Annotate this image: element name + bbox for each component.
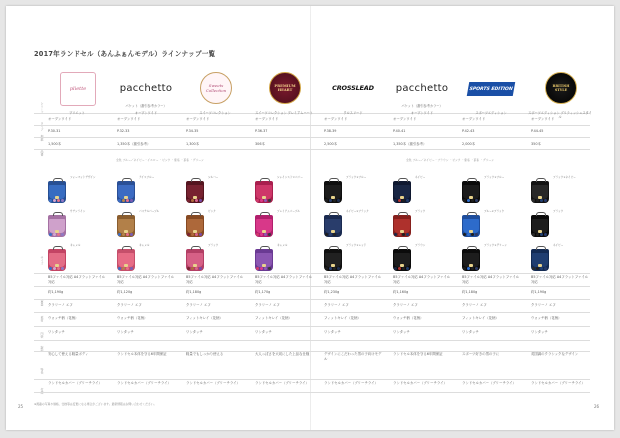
color-swatch (394, 233, 397, 236)
color-swatch (325, 199, 328, 202)
series-type: オープンワイド (462, 117, 486, 121)
bag-color-name: シャインストロベリー (277, 176, 303, 179)
color-swatches (187, 233, 205, 237)
color-swatch (57, 233, 60, 236)
bag-row (460, 210, 524, 246)
color-note-left: 全色 ブルー／ネイビー・イエロー ・ピンク ・紫系 ・茶系 ・グリーン (116, 158, 204, 162)
bag-color-name: キャメル (70, 244, 81, 247)
color-swatch (126, 233, 129, 236)
series-weight: 約1,180g (462, 290, 478, 294)
logo-text: PREMIUM HEART (274, 83, 296, 92)
series-lock: ワンタッチ (48, 330, 65, 334)
color-swatch (191, 267, 194, 270)
series-name: スポーツエディション ブリティッシュスタイル (528, 111, 592, 119)
series-logo (113, 70, 179, 106)
color-swatch (130, 199, 133, 202)
series-size: B5ファイル対応 A4フラットファイル対応 (393, 275, 451, 284)
color-swatch (540, 233, 543, 236)
color-swatch (329, 199, 332, 202)
color-swatch (118, 199, 121, 202)
series-size: B5ファイル対応 A4フラットファイル対応 (462, 275, 520, 284)
series-lock: ワンタッチ (117, 330, 134, 334)
series-weight: 約1,230g (324, 290, 340, 294)
row-label-lock: 錠前 (40, 346, 44, 352)
color-swatch (126, 199, 129, 202)
series-feature: スポーツ好きの男の子に (462, 352, 500, 356)
color-swatch (333, 267, 336, 270)
series-weight: 約1,120g (117, 290, 133, 294)
color-swatch (195, 267, 198, 270)
color-swatch (268, 267, 271, 270)
color-swatch (49, 267, 52, 270)
series-lock: ワンタッチ (255, 330, 272, 334)
series-quantity: 1,350本（割引参考） (393, 142, 427, 146)
color-swatch (402, 267, 405, 270)
color-swatch (532, 267, 535, 270)
bag-color-name: ブラック×ブルー (484, 176, 505, 179)
color-swatch (471, 199, 474, 202)
series-feature: 軽量でもしっかり使える (186, 352, 224, 356)
color-swatch (130, 233, 133, 236)
series-size: B5ファイル対応 A4フラットファイル対応 (186, 275, 244, 284)
color-swatches (256, 199, 274, 203)
series-weight: 約1,170g (255, 290, 271, 294)
color-swatch (260, 199, 263, 202)
series-sublogo: パケット（割引参考カラー） (125, 104, 167, 108)
color-swatch (337, 267, 340, 270)
bag-row (253, 176, 317, 212)
bag-row (115, 210, 179, 246)
series-material: クラリーノ エフ (462, 303, 487, 307)
color-swatch (333, 199, 336, 202)
series-column (389, 68, 455, 408)
logo-text: BRITISH STYLE (552, 83, 570, 92)
color-swatch (53, 233, 56, 236)
series-lining: ウォッチ柄（花柄） (117, 316, 148, 320)
color-swatches (256, 267, 274, 271)
color-swatch (130, 267, 133, 270)
row-label-material: 素材 (40, 316, 44, 322)
row-label-size: サイズ (40, 256, 44, 265)
bag-color-name: アイスブルー (139, 176, 155, 179)
color-swatch (126, 267, 129, 270)
series-lining: ウォッチ柄（花柄） (531, 316, 562, 320)
bag-color-name: キャメル (277, 244, 288, 247)
row-label-weight: 重量 (40, 300, 44, 306)
series-column (251, 68, 317, 408)
series-lock: ワンタッチ (324, 330, 341, 334)
series-type: オープンワイド (393, 117, 417, 121)
series-size: B5ファイル対応 A4フラットファイル対応 (324, 275, 382, 284)
color-swatch (187, 199, 190, 202)
series-column (113, 68, 179, 408)
series-page: P.44-45 (531, 129, 544, 133)
bag-color-name: ブラック (415, 210, 426, 213)
color-swatch (475, 199, 478, 202)
series-lining: フィットキレイ（花柄） (255, 316, 292, 320)
series-weight: 約1,160g (393, 290, 409, 294)
series-column (458, 68, 524, 408)
bag-color-name: ブラック×グリーン (484, 244, 507, 247)
color-swatch (463, 233, 466, 236)
series-lock: ワンタッチ (186, 330, 203, 334)
series-cover: ランドセルカバー（ブリーチライ） (462, 381, 516, 385)
logo-text: pliette (69, 86, 87, 92)
logo-text: Sweets Collection (205, 83, 227, 93)
series-material: クラリーノ エフ (393, 303, 418, 307)
series-page: P.36-37 (255, 129, 268, 133)
color-swatch (118, 267, 121, 270)
series-column (320, 68, 386, 408)
series-feature: 大人っぽさを大切にした上品な仕様 (255, 352, 310, 356)
color-swatch (268, 233, 271, 236)
series-material: クラリーノ エフ (48, 303, 73, 307)
color-swatch (199, 267, 202, 270)
color-swatch (260, 267, 263, 270)
series-type: オープンワイド (531, 117, 555, 121)
color-swatches (256, 233, 274, 237)
bag-color-name: シルバー (208, 176, 219, 179)
color-swatch (49, 199, 52, 202)
logo-text: pacchetto (119, 82, 173, 94)
series-cover: ランドセルカバー（ブリーチライ） (531, 381, 585, 385)
logo-text: pacchetto (395, 82, 449, 94)
color-swatch (122, 267, 125, 270)
color-swatch (402, 233, 405, 236)
color-swatch (264, 199, 267, 202)
color-swatch (195, 233, 198, 236)
bag-color-name: ネイビー (553, 244, 564, 247)
series-quantity: 1,300本 (186, 142, 200, 146)
bag-color-name: ネイビー (415, 176, 426, 179)
series-size: B5ファイル対応 A4フラットファイル対応 (117, 275, 175, 284)
row-label-series: シリーズ (40, 102, 44, 114)
series-name: スイーツコレクション (199, 111, 231, 115)
bag-color-name: ブラウン (415, 244, 426, 247)
series-lining: ウォッチ柄（花柄） (393, 316, 424, 320)
series-material: クラリーノ エフ (117, 303, 142, 307)
series-lock: ワンタッチ (393, 330, 410, 334)
row-label-items: 品番 (40, 150, 44, 156)
bag-color-name: サテンライン (70, 210, 86, 213)
bag-row (529, 210, 593, 246)
series-feature: 英国調のクラシックなデザイン (531, 352, 579, 356)
series-lining: フィットキレイ（花柄） (324, 316, 361, 320)
color-swatch (536, 233, 539, 236)
bag-row (184, 210, 248, 246)
series-cover: ランドセルカバー（ブリーチライ） (324, 381, 378, 385)
bag-color-name: キャメル (139, 244, 150, 247)
color-swatch (536, 199, 539, 202)
color-swatch (122, 233, 125, 236)
color-swatches (532, 199, 550, 203)
logo-text: SPORTS EDITION (468, 86, 514, 92)
series-weight: 約1,180g (186, 290, 202, 294)
color-swatch (536, 267, 539, 270)
color-swatch (467, 199, 470, 202)
series-page: P.34-35 (186, 129, 199, 133)
color-swatch (49, 233, 52, 236)
row-label-notes: 特長 (40, 368, 44, 374)
color-swatch (475, 267, 478, 270)
series-column (527, 68, 593, 408)
color-swatches (463, 267, 481, 271)
series-quantity: 1,500本 (48, 142, 62, 146)
color-swatch (463, 199, 466, 202)
color-swatch (199, 233, 202, 236)
color-swatch (544, 199, 547, 202)
bag-row (529, 176, 593, 212)
series-quantity: 306本 (255, 142, 265, 146)
series-logo (467, 82, 515, 96)
bag-color-name: ブラック×ネイビー (553, 176, 576, 179)
color-swatches (325, 267, 343, 271)
color-swatch (187, 267, 190, 270)
color-swatch (57, 199, 60, 202)
bag-color-name: フォーマットデザイン (70, 176, 96, 179)
series-quantity: 2,000本 (462, 142, 476, 146)
color-swatches (463, 199, 481, 203)
color-swatch (256, 199, 259, 202)
series-logo (320, 70, 386, 106)
color-swatch (61, 267, 64, 270)
color-swatch (268, 199, 271, 202)
series-material: クラリーノ エフ (531, 303, 556, 307)
bag-color-name: ブラック (208, 244, 219, 247)
color-swatch (61, 233, 64, 236)
series-material: クラリーノ エフ (255, 303, 280, 307)
series-type: オープンワイド (48, 117, 72, 121)
series-size: B5ファイル対応 A4フラットファイル対応 (48, 275, 106, 284)
color-swatch (406, 233, 409, 236)
bag-color-name: ブラック×ブルー (346, 176, 367, 179)
series-feature: 安心して使える軽量ボディ (48, 352, 89, 356)
color-swatch (333, 233, 336, 236)
color-swatch (471, 267, 474, 270)
row-label-lining: 内装 (40, 332, 44, 338)
bag-color-name: ブルー×ブラック (484, 210, 505, 213)
color-swatches (325, 199, 343, 203)
color-swatches (532, 233, 550, 237)
series-cover: ランドセルカバー（ブリーチライ） (186, 381, 240, 385)
page-number-left: 25 (18, 404, 24, 409)
color-swatch (325, 267, 328, 270)
color-swatches (187, 267, 205, 271)
bag-row (46, 176, 110, 212)
series-material: クラリーノ エフ (186, 303, 211, 307)
color-swatch (187, 233, 190, 236)
series-feature: ランドセル本体を守る6年間保証 (117, 352, 167, 356)
series-quantity: 350本 (531, 142, 541, 146)
series-material: クラリーノ エフ (324, 303, 349, 307)
series-type: オープンワイド (324, 117, 348, 121)
color-swatch (467, 267, 470, 270)
color-swatches (532, 267, 550, 271)
color-swatch (398, 267, 401, 270)
color-swatches (49, 233, 67, 237)
color-swatch (260, 233, 263, 236)
series-page: P.42-43 (462, 129, 475, 133)
series-logo (269, 72, 301, 104)
color-swatch (337, 233, 340, 236)
color-note-right: 全色 ブルー／ネイビー・ブラウン ・ピンク ・紫系 ・茶系 ・グリーン (406, 158, 494, 162)
series-lining: フィットキレイ（花柄） (462, 316, 499, 320)
color-swatch (256, 233, 259, 236)
color-swatches (394, 199, 412, 203)
series-lining: フィットキレイ（花柄） (186, 316, 223, 320)
bag-color-name: ブラック (553, 210, 564, 213)
color-swatches (118, 199, 136, 203)
color-swatch (540, 199, 543, 202)
color-swatch (256, 267, 259, 270)
color-swatch (467, 233, 470, 236)
color-swatch (264, 267, 267, 270)
color-swatch (118, 233, 121, 236)
color-swatch (406, 267, 409, 270)
series-feature: デザインにこだわった男の子向けモデル (324, 352, 382, 361)
series-sublogo: パケット（割引参考カラー） (401, 104, 443, 108)
color-swatch (264, 233, 267, 236)
color-swatches (394, 233, 412, 237)
bag-row (253, 210, 317, 246)
series-size: B5ファイル対応 A4フラットファイル対応 (531, 275, 589, 284)
row-label-cover: 付属 (40, 388, 44, 394)
bag-row (460, 176, 524, 212)
color-swatch (337, 199, 340, 202)
color-swatch (61, 199, 64, 202)
color-swatch (398, 233, 401, 236)
color-swatch (325, 233, 328, 236)
bag-row (322, 176, 386, 212)
bag-row (46, 210, 110, 246)
color-swatches (394, 267, 412, 271)
bag-color-name: パステルパープル (139, 210, 160, 213)
series-page: P.32-33 (117, 129, 130, 133)
series-logo (60, 72, 96, 106)
color-swatches (49, 267, 67, 271)
color-swatch (394, 199, 397, 202)
color-swatch (394, 267, 397, 270)
series-size: B5ファイル対応 A4フラットファイル対応 (255, 275, 313, 284)
color-swatch (191, 233, 194, 236)
color-swatch (199, 199, 202, 202)
color-swatch (329, 267, 332, 270)
color-swatch (191, 199, 194, 202)
series-name: スポーツエディション (475, 111, 507, 115)
color-swatch (122, 199, 125, 202)
series-type: オープンワイド (255, 117, 279, 121)
catalog-spread (6, 6, 614, 430)
color-swatch (53, 267, 56, 270)
color-swatch (398, 199, 401, 202)
series-name: クロスリード (343, 111, 363, 115)
page-number-right: 26 (594, 404, 600, 409)
series-logo (200, 72, 232, 104)
page-title: 2017年ランドセル（あんふぁんモデル）ラインナップ一覧 (34, 50, 216, 58)
color-swatch (329, 233, 332, 236)
bag-color-name: ピンク (208, 210, 216, 213)
series-cover: ランドセルカバー（ブリーチライ） (255, 381, 309, 385)
series-cover: ランドセルカバー（ブリーチライ） (48, 381, 102, 385)
bag-row (391, 210, 455, 246)
series-quantity: 1,350本（割引参考） (117, 142, 151, 146)
series-name: スイーツコレクション プレミアムハート (255, 111, 313, 115)
bag-row (184, 176, 248, 212)
footer-note: ※掲載の写真や価格、仕様等は変更になる場合がございます。最新情報はお問い合わせください。 (34, 402, 157, 406)
series-column (44, 68, 110, 408)
series-column (182, 68, 248, 408)
bag-row (391, 176, 455, 212)
color-swatch (471, 233, 474, 236)
series-lining: ウォッチ柄（花柄） (48, 316, 79, 320)
bag-row (115, 176, 179, 212)
color-swatch (402, 199, 405, 202)
bag-color-name: ブラック×レッド (346, 244, 367, 247)
color-swatches (118, 233, 136, 237)
logo-text: CROSSLEAD (332, 84, 374, 92)
row-label-type: タイプ (40, 122, 44, 131)
series-weight: 約1,190g (531, 290, 547, 294)
series-weight: 約1,190g (48, 290, 64, 294)
color-swatches (49, 199, 67, 203)
row-labels (34, 76, 44, 411)
series-page: P.38-39 (324, 129, 337, 133)
bag-color-name: ネイビー×ブラック (346, 210, 369, 213)
color-swatches (118, 267, 136, 271)
series-name: プリエット (69, 111, 85, 115)
color-swatch (475, 233, 478, 236)
series-name: オープンワイド (411, 111, 433, 115)
bag-row (322, 210, 386, 246)
color-swatch (532, 199, 535, 202)
series-feature: ランドセル本体を守る6年間保証 (393, 352, 443, 356)
series-lock: ワンタッチ (462, 330, 479, 334)
series-cover: ランドセルカバー（ブリーチライ） (117, 381, 171, 385)
series-page: P.30-31 (48, 129, 61, 133)
color-swatch (53, 199, 56, 202)
series-logo (389, 70, 455, 106)
series-logo (545, 72, 577, 104)
color-swatch (195, 199, 198, 202)
color-swatch (406, 199, 409, 202)
color-swatch (540, 267, 543, 270)
color-swatch (57, 267, 60, 270)
color-swatches (187, 199, 205, 203)
color-swatch (544, 233, 547, 236)
series-name: オープンワイド (135, 111, 157, 115)
series-cover: ランドセルカバー（ブリーチライ） (393, 381, 447, 385)
series-page: P.40-41 (393, 129, 406, 133)
color-swatch (463, 267, 466, 270)
color-swatch (544, 267, 547, 270)
row-label-page: 掲載 (40, 135, 44, 141)
series-type: オープンワイド (117, 117, 141, 121)
series-lock: ワンタッチ (531, 330, 548, 334)
series-type: オープンワイド (186, 117, 210, 121)
color-swatch (532, 233, 535, 236)
bag-color-name: プレミアムパープル (277, 210, 300, 213)
color-swatches (325, 233, 343, 237)
color-swatches (463, 233, 481, 237)
series-quantity: 2,500本 (324, 142, 338, 146)
